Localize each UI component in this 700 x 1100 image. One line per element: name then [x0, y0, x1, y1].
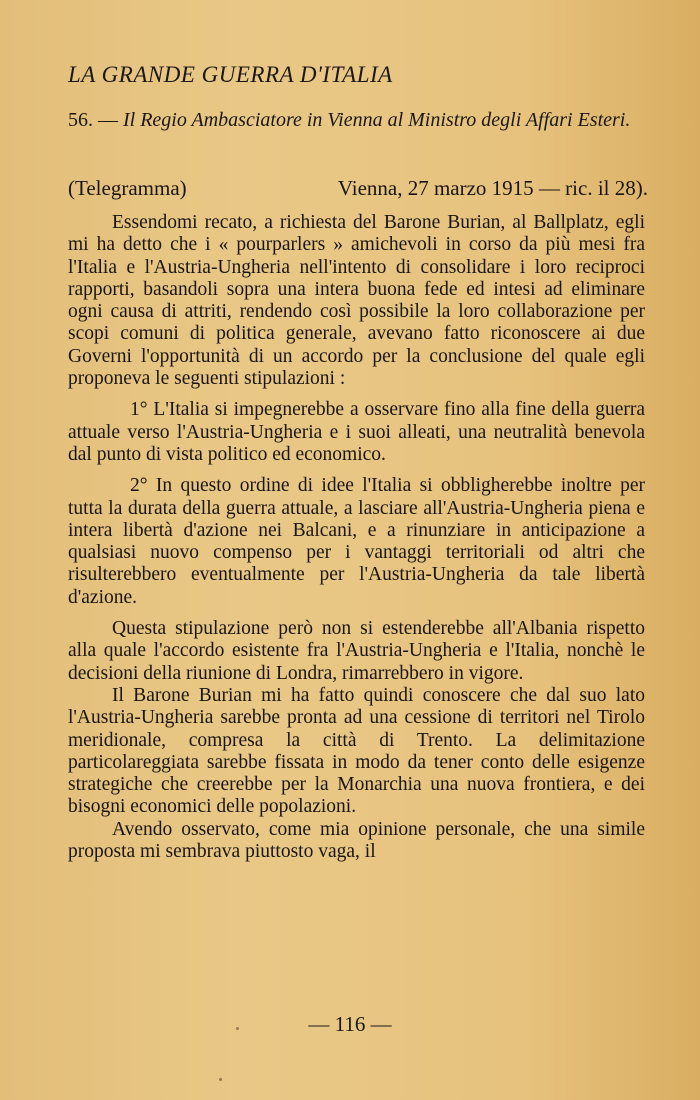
document-heading	[68, 110, 648, 131]
paragraph: Il Barone Burian mi ha fatto quindi conoscere che dal suo lato l'Austria-Ungheria sarebbe pronta ad una cessione di territori nel Tirolo meridionale, compresa la città di Trento. La delimitazione particolareggiata sarebbe fissata in modo da tener conto delle esigenze strategiche che creerebbe per la Monarchia una nuova frontiera, e dei bisogni economici delle popolazioni.	[68, 684, 645, 818]
paragraph: Avendo osservato, come mia opinione personale, che una simile proposta mi sembrava piuttosto vaga, il	[68, 818, 645, 863]
running-head: LA GRANDE GUERRA D'ITALIA	[68, 62, 393, 87]
telegram-meta-line	[68, 176, 648, 201]
dateline: Vienna, 27 marzo 1915 — ric. il 28).	[337, 176, 648, 200]
paper-speck	[219, 1078, 222, 1081]
document-title: Il Regio Ambasciatore in Vienna al Ministro degli Affari Esteri.	[123, 109, 631, 131]
paragraph: Questa stipulazione però non si estenderebbe all'Albania rispetto alla quale l'accordo esistente fra l'Austria-Ungheria e l'Italia, nonchè le decisioni della riunione di Londra, rimarrebbero in vigore.	[68, 618, 645, 684]
paper-speck	[236, 1027, 239, 1030]
document-number: 56. —	[68, 109, 118, 131]
stipulation-2: 2° In questo ordine di idee l'Italia si obbligherebbe inoltre per tutta la durata della guerra attuale, a lasciare all'Austria-Ungheria piena e intera libertà d'azione nei Balcani, e a rinunziare in anticipazione a qualsiasi nuovo compenso per i vantaggi territoriali od altri che risulterebbero eventualmente per l'Austria-Ungheria da tale libertà d'azione.	[68, 475, 645, 608]
body-text	[68, 212, 645, 863]
paragraph: Essendomi recato, a richiesta del Barone Burian, al Ballplatz, egli mi ha detto che i « pourparlers » amichevoli in corso da più mesi fra l'Italia e l'Austria-Ungheria nell'intento di consolidare i loro reciproci rapporti, basandoli sopra una intera buona fede ed intesi ad eliminare ogni causa di attriti, rendendo così possibile la loro collaborazione per scopi comuni di politica generale, avevano fatto riconoscere ai due Governi l'opportunità di un accordo per la conclusione del quale egli proponeva le seguenti stipulazioni :	[68, 212, 645, 390]
document-type: (Telegramma)	[68, 176, 187, 200]
stipulation-1: 1° L'Italia si impegnerebbe a osservare fino alla fine della guerra attuale verso l'Austria-Ungheria e i suoi alleati, una neutralità benevola dal punto di vista politico ed economico.	[68, 399, 645, 465]
page-number: — 116 —	[308, 1012, 392, 1036]
